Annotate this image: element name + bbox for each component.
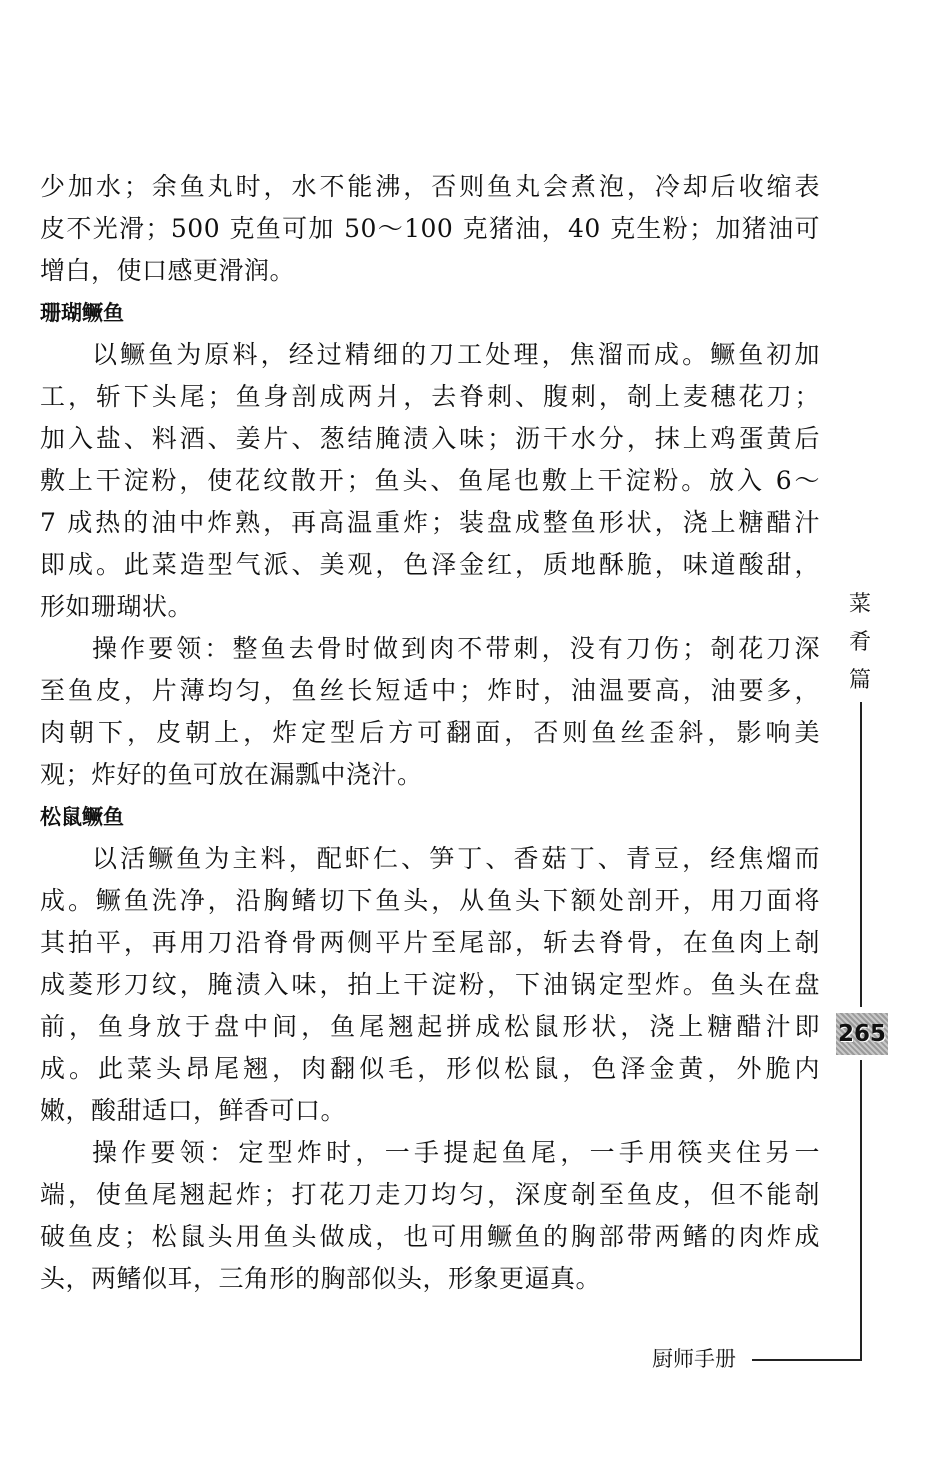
body-line: 以鳜鱼为原料，经过精细的刀工处理，焦溜而成。鳜鱼初加 bbox=[92, 340, 820, 369]
body-line: 成。鳜鱼洗净，沿胸鳍切下鱼头，从鱼头下额处剖开，用刀面将 bbox=[40, 886, 820, 915]
body-line: 肉朝下，皮朝上，炸定型后方可翻面，否则鱼丝歪斜，影响美 bbox=[40, 718, 820, 747]
body-line: 嫩，酸甜适口，鲜香可口。 bbox=[40, 1096, 347, 1125]
body-line: 操作要领：整鱼去骨时做到肉不带刺，没有刀伤；剞花刀深 bbox=[92, 634, 820, 663]
body-line: 至鱼皮，片薄均匀，鱼丝长短适中；炸时，油温要高，油要多， bbox=[40, 676, 820, 705]
body-line: 观；炸好的鱼可放在漏瓢中浇汁。 bbox=[40, 760, 423, 789]
section-heading-coral-mandarin-fish: 珊瑚鳜鱼 bbox=[40, 301, 124, 325]
body-line: 前，鱼身放于盘中间，鱼尾翘起拼成松鼠形状，浇上糖醋汁即 bbox=[40, 1012, 820, 1041]
body-line: 以活鳜鱼为主料，配虾仁、笋丁、香菇丁、青豆，经焦熘而 bbox=[92, 844, 820, 873]
page-number: 265 bbox=[836, 1013, 888, 1055]
body-line: 头，两鳍似耳，三角形的胸部似头，形象更逼真。 bbox=[40, 1264, 602, 1293]
body-line: 7 成热的油中炸熟，再高温重炸；装盘成整鱼形状，浇上糖醋汁 bbox=[40, 508, 820, 537]
body-line: 成。此菜头昂尾翘，肉翻似毛，形似松鼠，色泽金黄，外脆内 bbox=[40, 1054, 820, 1083]
footer-divider bbox=[752, 1359, 862, 1361]
section-heading-squirrel-mandarin-fish: 松鼠鳜鱼 bbox=[40, 805, 124, 829]
body-line: 操作要领：定型炸时，一手提起鱼尾，一手用筷夹住另一 bbox=[92, 1138, 820, 1167]
body-line: 工，斩下头尾；鱼身剖成两爿，去脊刺、腹刺，剞上麦穗花刀； bbox=[40, 382, 820, 411]
side-divider-lower bbox=[860, 1060, 862, 1361]
body-line: 加入盐、料酒、姜片、葱结腌渍入味；沥干水分，抹上鸡蛋黄后 bbox=[40, 424, 820, 453]
body-line: 端，使鱼尾翘起炸；打花刀走刀均匀，深度剞至鱼皮，但不能剞 bbox=[40, 1180, 820, 1209]
body-line: 破鱼皮；松鼠头用鱼头做成，也可用鳜鱼的胸部带两鳍的肉炸成 bbox=[40, 1222, 820, 1251]
body-line: 其拍平，再用刀沿脊骨两侧平片至尾部，斩去脊骨，在鱼肉上剞 bbox=[40, 928, 820, 957]
side-divider-upper bbox=[860, 702, 862, 1007]
body-line: 增白，使口感更滑润。 bbox=[40, 256, 296, 285]
page-body bbox=[40, 166, 820, 1300]
body-line: 形如珊瑚状。 bbox=[40, 592, 194, 621]
body-line: 成菱形刀纹，腌渍入味，拍上干淀粉，下油锅定型炸。鱼头在盘 bbox=[40, 970, 820, 999]
side-tab-char: 篇 bbox=[848, 668, 871, 693]
footer-book-title: 厨师手册 bbox=[652, 1347, 736, 1371]
body-line: 即成。此菜造型气派、美观，色泽金红，质地酥脆，味道酸甜， bbox=[40, 550, 820, 579]
body-line: 敷上干淀粉，使花纹散开；鱼头、鱼尾也敷上干淀粉。放入 6～ bbox=[40, 466, 820, 495]
side-tab-char: 菜 bbox=[848, 592, 871, 617]
body-line: 皮不光滑；500 克鱼可加 50～100 克猪油，40 克生粉；加猪油可 bbox=[40, 214, 820, 243]
side-tab-char: 肴 bbox=[848, 630, 871, 655]
body-line: 少加水；余鱼丸时，水不能沸，否则鱼丸会煮泡，冷却后收缩表 bbox=[40, 172, 820, 201]
